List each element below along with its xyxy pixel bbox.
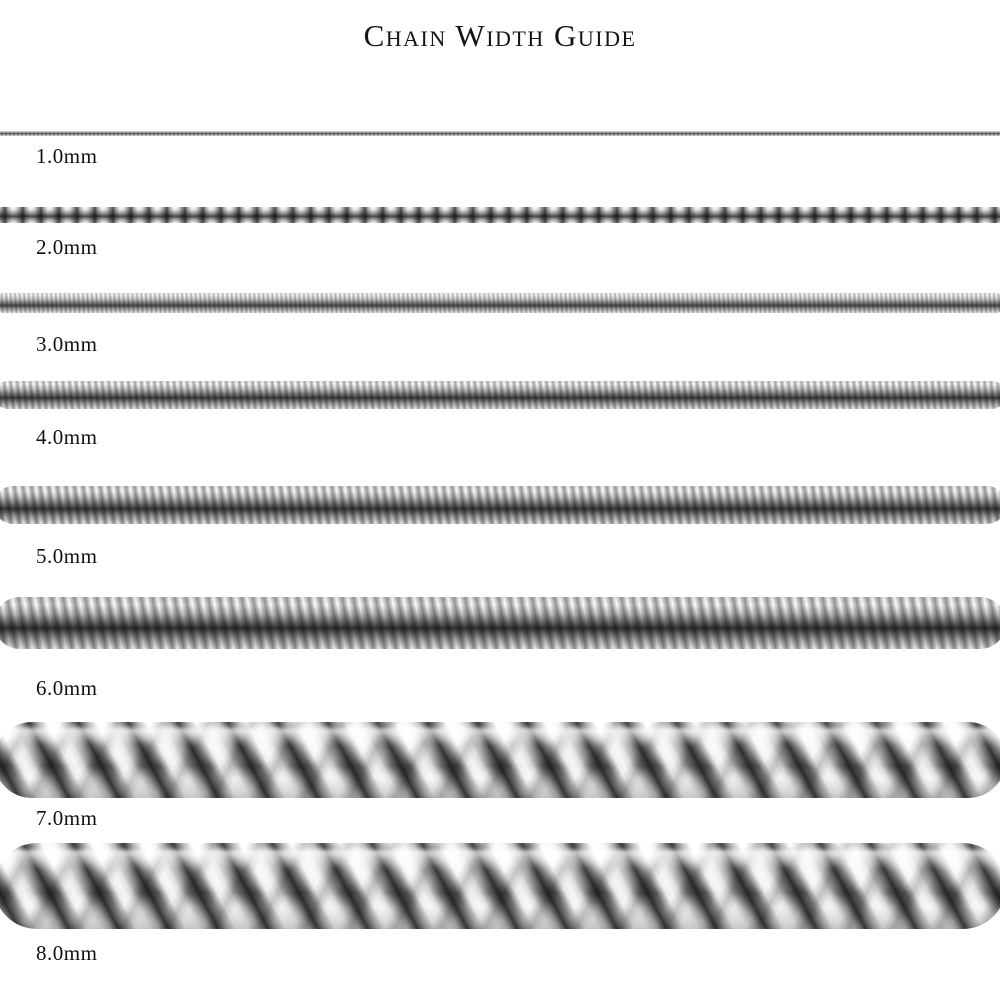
chain-sample-6-0mm [0, 597, 1000, 649]
chain-label-6-0mm: 6.0mm [36, 676, 98, 700]
chain-row-4 [0, 381, 1000, 409]
rope-highlight [0, 850, 1000, 869]
chain-row-5 [0, 486, 1000, 524]
rope-highlight [0, 728, 1000, 745]
chain-label-7-0mm: 7.0mm [36, 806, 98, 830]
chain-sample-4-0mm [0, 381, 1000, 409]
chain-sample-2-0mm [0, 207, 1000, 223]
rope-shadow [0, 907, 1000, 929]
rope-shadow [0, 778, 1000, 798]
chain-sample-5-0mm [0, 486, 1000, 524]
chain-label-1-0mm: 1.0mm [36, 144, 98, 168]
page-title: Chain Width Guide [363, 18, 637, 53]
chain-sample-8-0mm [0, 843, 1000, 929]
chain-row-7 [0, 722, 1000, 798]
chain-row-2 [0, 207, 1000, 223]
chain-label-8-0mm: 8.0mm [36, 941, 98, 965]
chain-row-3 [0, 293, 1000, 313]
chain-sample-1-0mm [0, 131, 1000, 136]
chain-row-6 [0, 597, 1000, 649]
chain-label-5-0mm: 5.0mm [36, 544, 98, 568]
chain-label-4-0mm: 4.0mm [36, 425, 98, 449]
chain-row-8 [0, 843, 1000, 929]
chain-sample-7-0mm [0, 722, 1000, 798]
chain-row-1 [0, 131, 1000, 136]
chain-label-3-0mm: 3.0mm [36, 332, 98, 356]
chain-sample-3-0mm [0, 293, 1000, 313]
chain-label-2-0mm: 2.0mm [36, 235, 98, 259]
